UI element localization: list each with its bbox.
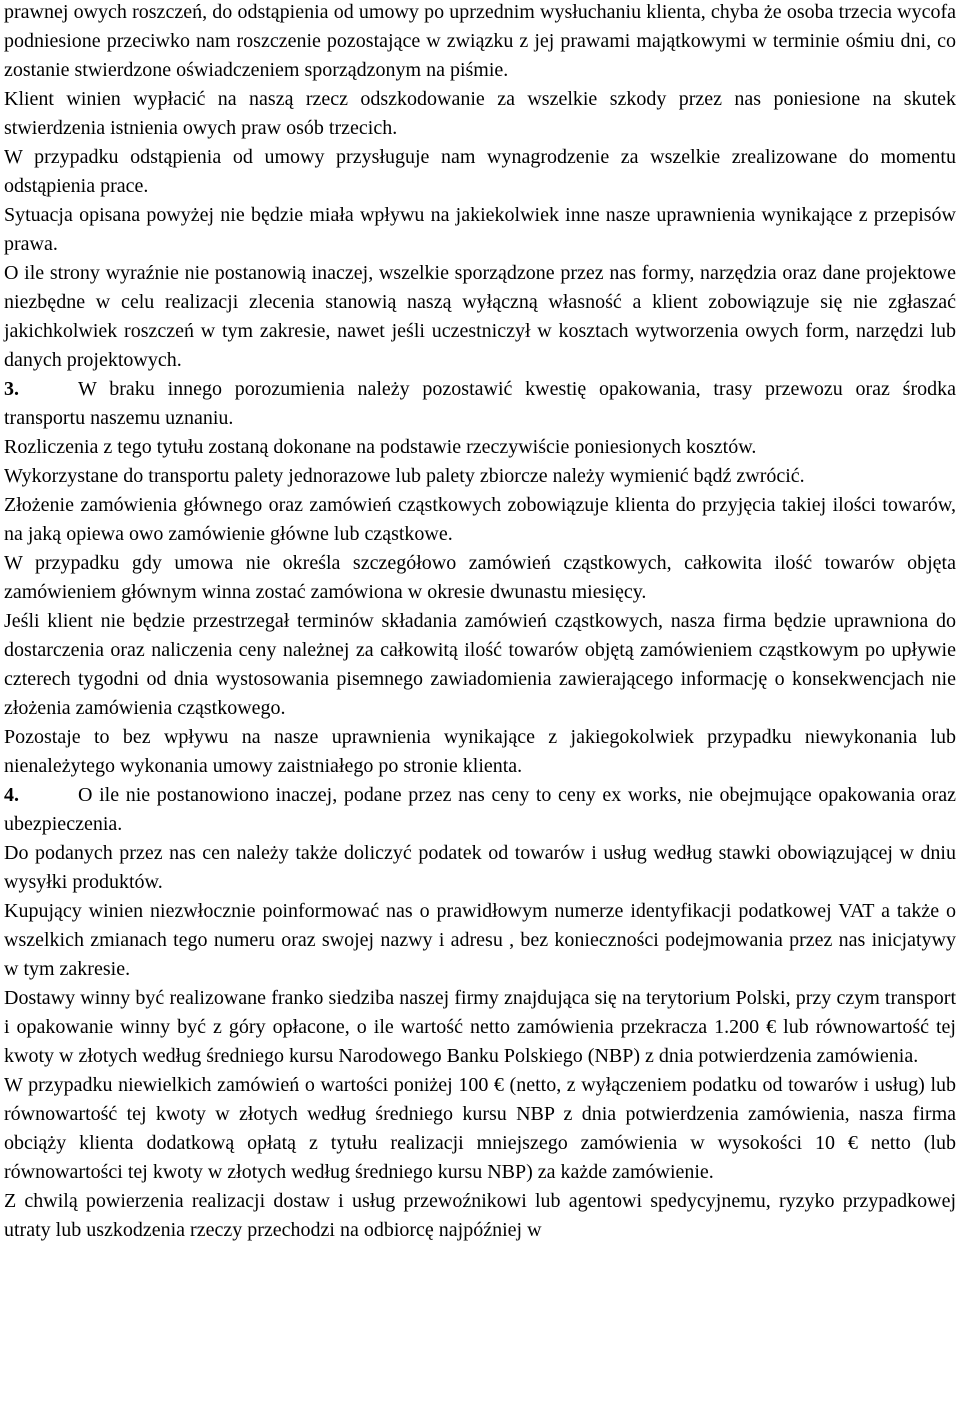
paragraph: Złożenie zamówienia głównego oraz zamówień cząstkowych zobowiązuje klienta do przyjęcia takiej ilości towarów, na jaką opiewa owo zamówienie główne lub cząstkowe. — [4, 494, 956, 545]
paragraph-text: W braku innego porozumienia należy pozostawić kwestię opakowania, trasy przewozu oraz środka transportu naszemu uznaniu. — [4, 378, 956, 429]
paragraph: W przypadku gdy umowa nie określa szczegółowo zamówień cząstkowych, całkowita ilość towarów objęta zamówieniem głównym winna zostać zamówiona w okresie dwunastu miesięcy. — [4, 552, 956, 603]
paragraph: Klient winien wypłacić na naszą rzecz odszkodowanie za wszelkie szkody przez nas poniesione na skutek stwierdzenia istnienia owych praw osób trzecich. — [4, 88, 956, 139]
numbered-paragraph — [4, 375, 956, 433]
paragraph: Sytuacja opisana powyżej nie będzie miała wpływu na jakiekolwiek inne nasze uprawnienia wynikające z przepisów prawa. — [4, 204, 956, 255]
paragraph: Do podanych przez nas cen należy także doliczyć podatek od towarów i usług według stawki obowiązującej w dniu wysyłki produktów. — [4, 842, 956, 893]
paragraph: W przypadku niewielkich zamówień o wartości poniżej 100 € (netto, z wyłączeniem podatku od towarów i usług) lub równowartość tej kwoty w złotych według średniego kursu NBP z dnia potwierdzenia zamówienia, nasza firma obciąży klienta dodatkową opłatą z tytułu realizacji mniejszego zamówienia w wysokości 10 € netto (lub równowartości tej kwoty w złotych według średniego kursu NBP) za każde zamówienie. — [4, 1074, 956, 1183]
section-number: 4. — [4, 784, 19, 806]
paragraph: Jeśli klient nie będzie przestrzegał terminów składania zamówień cząstkowych, nasza firma będzie uprawniona do dostarczenia oraz naliczenia ceny należnej za całkowitą ilość towarów objętą zamówieniem cząstkowym po upływie czterech tygodni od dnia wystosowania pisemnego zawiadomienia zawierającego informację o konsekwencjach nie złożenia zamówienia cząstkowego. — [4, 610, 956, 719]
paragraph: W przypadku odstąpienia od umowy przysługuje nam wynagrodzenie za wszelkie zrealizowane do momentu odstąpienia prace. — [4, 146, 956, 197]
paragraph-text: O ile nie postanowiono inaczej, podane przez nas ceny to ceny ex works, nie obejmujące opakowania oraz ubezpieczenia. — [4, 784, 956, 835]
numbered-paragraph — [4, 781, 956, 839]
paragraph: Z chwilą powierzenia realizacji dostaw i usług przewoźnikowi lub agentowi spedycyjnemu, ryzyko przypadkowej utraty lub uszkodzenia rzeczy przechodzi na odbiorcę najpóźniej w — [4, 1190, 956, 1241]
paragraph: Dostawy winny być realizowane franko siedziba naszej firmy znajdująca się na terytorium Polski, przy czym transport i opakowanie winny być z góry opłacone, o ile wartość netto zamówienia przekracza 1.200 € lub równowartość tej kwoty w złotych według średniego kursu Narodowego Banku Polskiego (NBP) z dnia potwierdzenia zamówienia. — [4, 987, 956, 1067]
paragraph: prawnej owych roszczeń, do odstąpienia od umowy po uprzednim wysłuchaniu klienta, chyba że osoba trzecia wycofa podniesione przeciwko nam roszczenie pozostające w związku z jej prawami majątkowymi w terminie ośmiu dni, co zostanie stwierdzone oświadczeniem sporządzonym na piśmie. — [4, 1, 956, 81]
paragraph: Pozostaje to bez wpływu na nasze uprawnienia wynikające z jakiegokolwiek przypadku niewykonania lub nienależytego wykonania umowy zaistniałego po stronie klienta. — [4, 726, 956, 777]
paragraph: O ile strony wyraźnie nie postanowią inaczej, wszelkie sporządzone przez nas formy, narzędzia oraz dane projektowe niezbędne w celu realizacji zlecenia stanowią naszą wyłączną własność a klient zobowiązuje się nie zgłaszać jakichkolwiek roszczeń w tym zakresie, nawet jeśli uczestniczył w kosztach wytworzenia owych form, narzędzi lub danych projektowych. — [4, 262, 956, 371]
section-number: 3. — [4, 378, 19, 400]
paragraph: Kupujący winien niezwłocznie poinformować nas o prawidłowym numerze identyfikacji podatkowej VAT a także o wszelkich zmianach tego numeru oraz swojej nazwy i adresu , bez konieczności podejmowania przez nas inicjatywy w tym zakresie. — [4, 900, 956, 980]
document-page — [4, 0, 956, 1245]
paragraph: Wykorzystane do transportu palety jednorazowe lub palety zbiorcze należy wymienić bądź zwrócić. — [4, 465, 805, 487]
paragraph: Rozliczenia z tego tytułu zostaną dokonane na podstawie rzeczywiście poniesionych kosztów. — [4, 436, 757, 458]
